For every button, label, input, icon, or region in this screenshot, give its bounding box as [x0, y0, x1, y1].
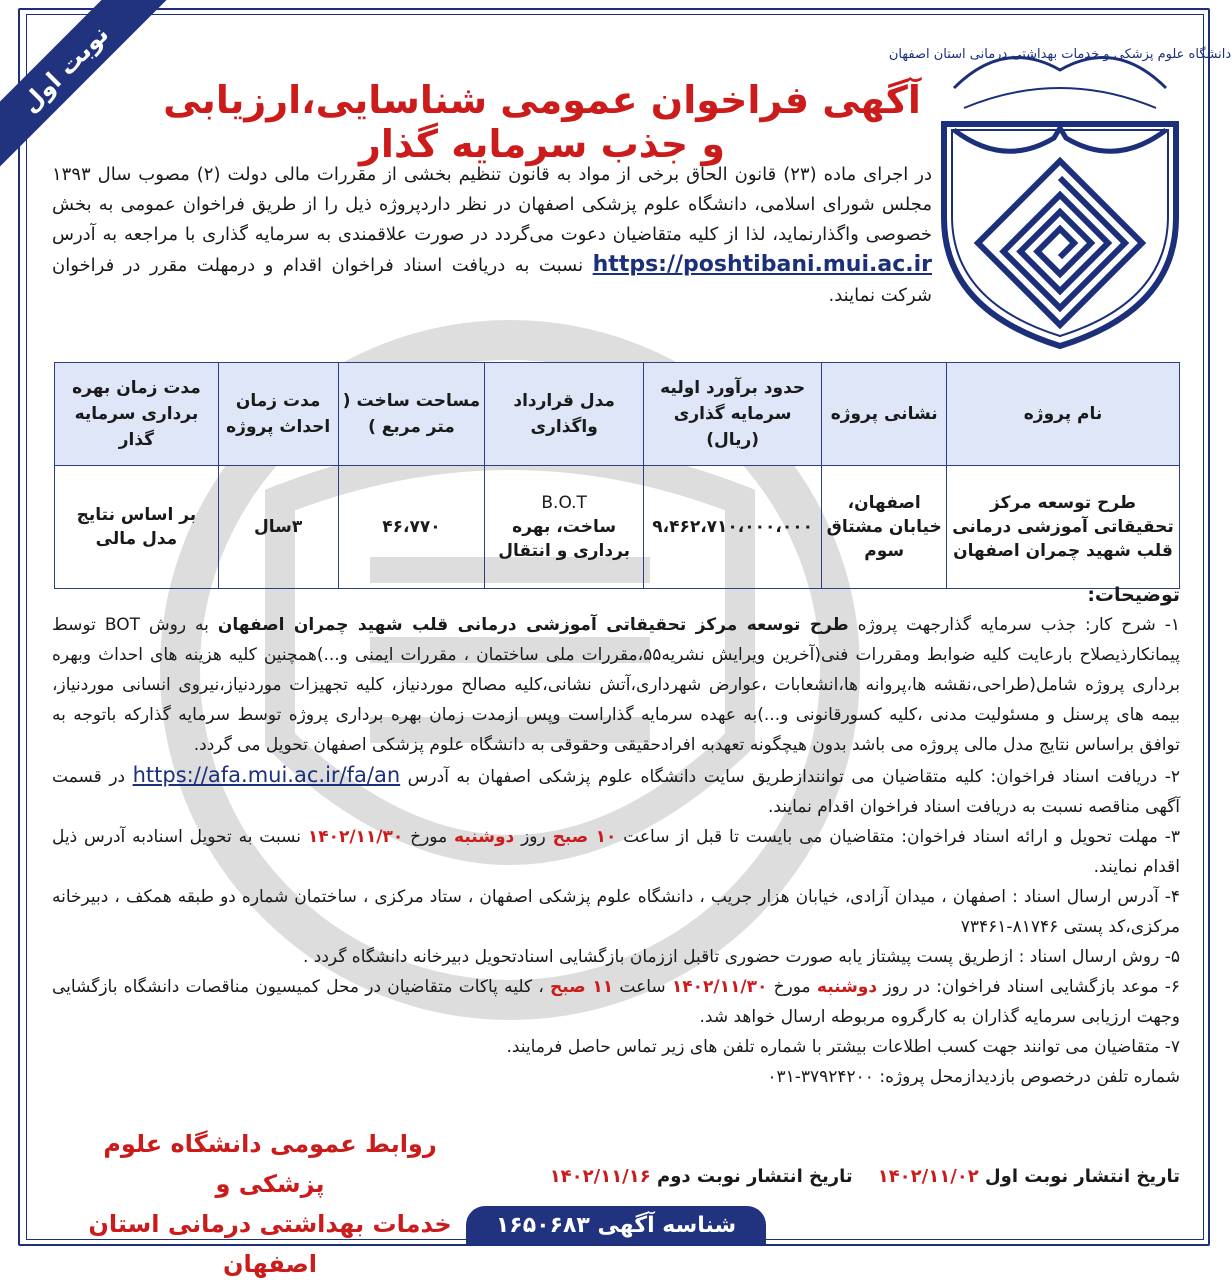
cell-project-address: اصفهان، خیابان مشتاق سوم: [822, 466, 947, 589]
note-6: [52, 972, 1180, 1032]
header-construction-duration: مدت زمان احداث پروژه: [218, 363, 338, 466]
poshtibani-link[interactable]: https://poshtibani.mui.ac.ir: [592, 252, 932, 277]
note-2-text-a: ۲- دریافت اسناد فراخوان: کلیه متقاضیان می توانندازطریق سایت دانشگاه علوم پزشکی اصفهان به آدرس: [407, 767, 1180, 787]
note-1: [52, 610, 1180, 760]
note-1-text-b: به روش BOT توسط پیمانکارذیصلاح بارعایت کلیه ضوابط ومقررات فنی(آخرین ویرایش نشریه۵۵،مقررات ملی ساختمان ، مقررات ایمنی و...)همچنین کلیه هزینه های احداث وبهره برداری پروژه شامل(طراحی،نقشه ها،پروانه ها،انشعابات ،عوارض شهرداری،آتش نشانی،کلیه مصالح موردنیاز، کلیه تجهیزات موردنیاز،نیروی انسانی موردنیاز، بیمه های پرسنل و مسئولیت مدنی ،کلیه کسورقانونی و...)به عهده سرمایه گذاراست وپس ازمدت زمان بهره برداری پروژه توسط سرمایه گذارکه باتوجه به توافق براساس نتایج مدل مالی پروژه می باشد بدون هیچگونه تعهدبه افرادحقیقی وحقوقی به دانشگاه علوم پزشکی اصفهان تحویل می گردد.: [52, 615, 1180, 755]
note-3-day: دوشنبه: [454, 827, 515, 847]
note-2-text-b: در قسمت آگهی مناقصه نسبت به دریافت اسناد فراخوان اقدام نمایند.: [52, 767, 1180, 817]
cell-area: ۴۶،۷۷۰: [338, 466, 485, 589]
pub1-date: ۱۴۰۲/۱۱/۰۲: [877, 1166, 979, 1187]
note-5: ۵- روش ارسال اسناد : ازطریق پست پیشتاز یابه صورت حضوری تاقبل اززمان بازگشایی اسنادتحویل دبیرخانه دانشگاه گردد .: [302, 947, 1180, 967]
university-logo: [888, 28, 1232, 350]
contract-description: ساخت، بهره برداری و انتقال: [498, 517, 631, 561]
contract-code: B.O.T: [541, 493, 587, 513]
note-3-date: ۱۴۰۲/۱۱/۳۰: [307, 827, 404, 847]
note-6-date: ۱۴۰۲/۱۱/۳۰: [671, 977, 768, 997]
header-operation-duration: مدت زمان بهره برداری سرمایه گذار: [55, 363, 219, 466]
note-1-project-name: طرح توسعه مرکز تحقیقاتی آموزشی درمانی قلب شهید چمران اصفهان: [217, 615, 849, 635]
page-title: آگهی فراخوان عمومی شناسایی،ارزیابی و جذب سرمایه گذار: [163, 78, 921, 166]
header-area: مساحت ساخت ( متر مربع ): [338, 363, 485, 466]
note-6-time: ۱۱ صبح: [550, 977, 614, 997]
cell-contract-model: [485, 466, 643, 589]
note-3: [52, 822, 1180, 882]
note-2: [52, 760, 1180, 822]
cell-estimate: ۹،۴۶۲،۷۱۰،۰۰۰،۰۰۰: [643, 466, 822, 589]
header-project-address: نشانی پروژه: [822, 363, 947, 466]
intro-text-1: در اجرای ماده (۲۳) قانون الحاق برخی از مواد به قانون تنظیم بخشی از مقررات مالی دولت (۲) مصوب سال ۱۳۹۳ مجلس شورای اسلامی، دانشگاه علوم پزشکی اصفهان در نظر داردپروژه ذیل را از طریق فراخوان عمومی به بخش خصوصی واگذارنماید، لذا از کلیه متقاضیان دعوت می‌گردد در صورت علاقمندی به سرمایه گذاری با مراجعه به آدرس: [52, 164, 932, 245]
note-6-day: دوشنبه: [816, 977, 878, 997]
notes-title: توضیحات:: [1087, 584, 1180, 606]
note-6-text-c: ساعت: [619, 977, 666, 997]
ad-id-badge: شناسه آگهی ۱۶۵۰۶۸۳: [466, 1206, 766, 1244]
note-3-text-c: مورخ: [410, 827, 448, 847]
header-estimate: حدود برآورد اولیه سرمایه گذاری (ریال): [643, 363, 822, 466]
cell-project-name: طرح توسعه مرکز تحقیقاتی آموزشی درمانی قلب شهید چمران اصفهان: [947, 466, 1180, 589]
pub2-label: تاریخ انتشار نوبت دوم: [657, 1166, 853, 1187]
phone-line: شماره تلفن درخصوص بازدیدازمحل پروژه: ۳۷۹۲۴۲۰۰-۰۳۱: [767, 1067, 1180, 1087]
note-6-text-d: ، کلیه پاکات متقاضیان در محل کمیسیون مناقصات دانشگاه بازگشایی وجهت ارزیابی سرمایه گذاران به کارگروه مربوطه ارسال خواهد شد.: [52, 977, 1180, 1027]
note-3-text-a: ۳- مهلت تحویل و ارائه اسناد فراخوان: متقاضیان می بایست تا قبل از ساعت: [623, 827, 1181, 847]
public-relations-signature: [60, 1124, 480, 1284]
table-header-row: [55, 363, 1180, 466]
note-7: ۷- متقاضیان می توانند جهت کسب اطلاعات بیشتر با شماره تلفن های زیر تماس حاصل فرمایند.: [506, 1037, 1180, 1057]
pr-line-2: خدمات بهداشتی درمانی استان اصفهان: [88, 1210, 452, 1278]
note-1-text-a: ۱- شرح کار: جذب سرمایه گذارجهت پروژه: [857, 615, 1181, 635]
header-project-name: نام پروژه: [947, 363, 1180, 466]
cell-operation-duration: بر اساس نتایج مدل مالی: [55, 466, 219, 589]
ribbon-label: نوبت اول: [0, 0, 170, 174]
table-row: [55, 466, 1180, 589]
note-3-time: ۱۰ صبح: [552, 827, 617, 847]
notes-section: [52, 580, 1180, 1092]
afa-link[interactable]: https://afa.mui.ac.ir/fa/an: [132, 763, 401, 787]
pub2-date: ۱۴۰۲/۱۱/۱۶: [549, 1166, 651, 1187]
pub1-label: تاریخ انتشار نوبت اول: [985, 1166, 1180, 1187]
note-6-text-a: ۶- موعد بازگشایی اسناد فراخوان: در روز: [883, 977, 1181, 997]
note-3-text-b: روز: [521, 827, 546, 847]
note-3-text-d: نسبت به تحویل اسنادبه آدرس ذیل اقدام نمایند.: [52, 827, 1180, 877]
cell-construction-duration: ۳سال: [218, 466, 338, 589]
logo-text: دانشگاه علوم پزشکی و خدمات بهداشتی درمانی استان اصفهان: [888, 47, 1232, 62]
publication-dates: [460, 1166, 1180, 1187]
header-contract-model: مدل قرارداد واگذاری: [485, 363, 643, 466]
note-6-text-b: مورخ: [773, 977, 811, 997]
project-table: [54, 362, 1180, 589]
intro-paragraph: [52, 160, 932, 311]
pr-line-1: روابط عمومی دانشگاه علوم پزشکی و: [103, 1130, 437, 1198]
intro-text-2: نسبت به دریافت اسناد فراخوان اقدام و درمهلت مقرر در فراخوان شرکت نمایند.: [52, 255, 932, 306]
note-4: ۴- آدرس ارسال اسناد : اصفهان ، میدان آزادی، خیابان هزار جریب ، دانشگاه علوم پزشکی اصفهان ، ستاد مرکزی ، ساختمان شماره دو طبقه همکف ، دبیرخانه مرکزی،کد پستی ۸۱۷۴۶-۷۳۴۶۱: [52, 887, 1180, 937]
